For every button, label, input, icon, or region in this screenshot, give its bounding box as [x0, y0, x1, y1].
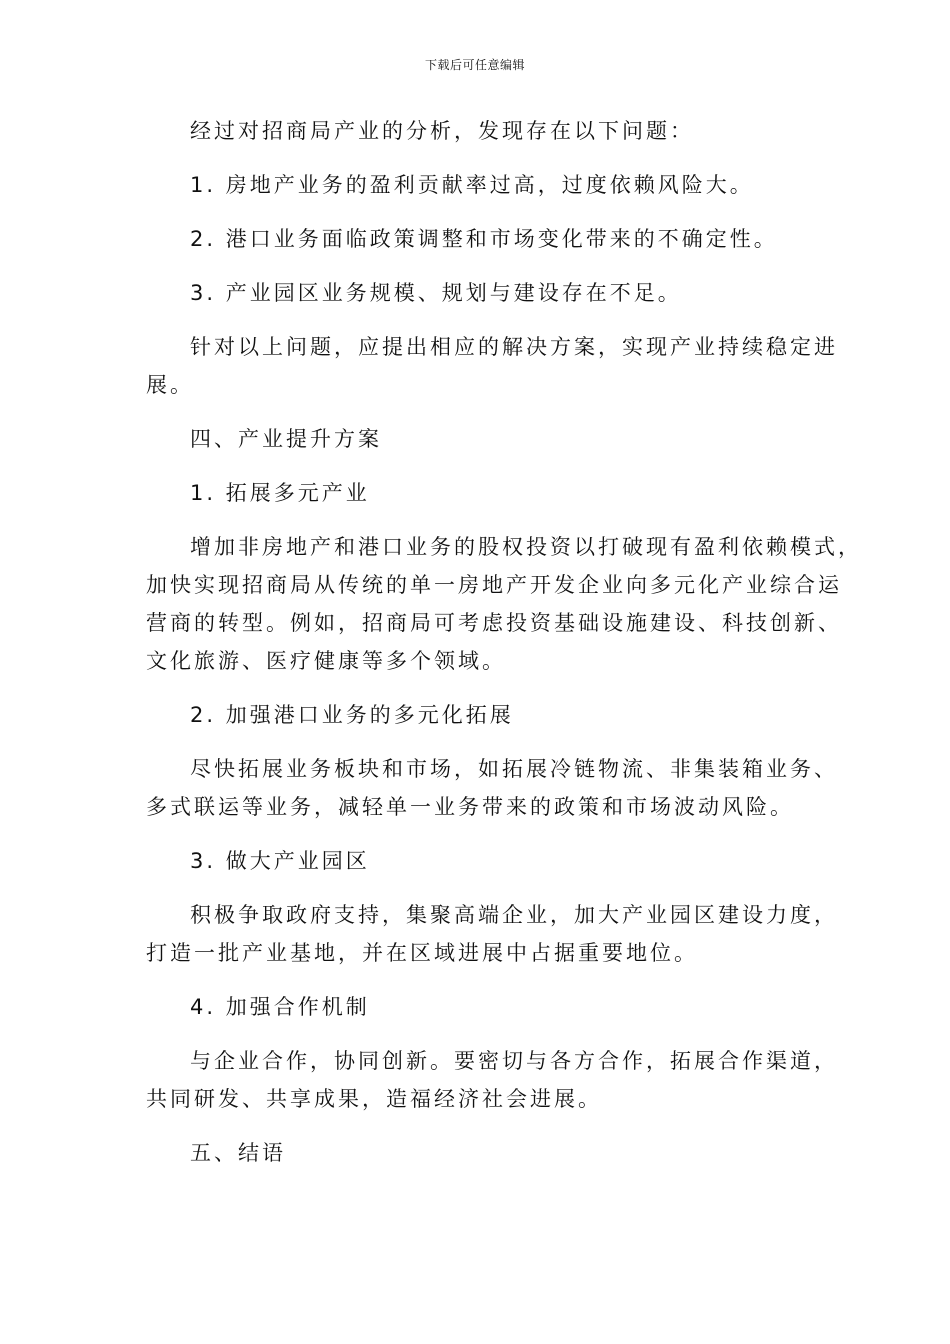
subheading-cooperation — [146, 988, 806, 1026]
industrial-park-paragraph — [146, 896, 838, 972]
text-line: 与企业合作，协同创新。要密切与各方合作，拓展合作渠道， — [190, 1049, 838, 1073]
text-line: 积极争取政府支持，集聚高端企业，加大产业园区建设力度， — [190, 903, 838, 927]
page-header-watermark: 下载后可任意编辑 — [424, 58, 525, 72]
text-line: 多式联运等业务，减轻单一业务带来的政策和市场波动风险。 — [146, 795, 794, 819]
subheading-industrial-park — [146, 842, 806, 880]
text-line: 1. 拓展多元产业 — [190, 481, 370, 505]
text-line: 尽快拓展业务板块和市场，如拓展冷链物流、非集装箱业务、 — [190, 757, 838, 781]
text-line: 1. 房地产业务的盈利贡献率过高，过度依赖风险大。 — [190, 173, 754, 197]
text-line: 五、结语 — [190, 1141, 286, 1165]
text-line: 四、产业提升方案 — [190, 427, 382, 451]
text-line: 4. 加强合作机制 — [190, 995, 370, 1019]
problem-item-3 — [146, 274, 806, 312]
solution-intro-paragraph — [146, 328, 838, 404]
section-heading-5 — [146, 1134, 806, 1172]
problems-intro-paragraph — [146, 112, 806, 150]
text-line: 针对以上问题，应提出相应的解决方案，实现产业持续稳定进 — [190, 335, 838, 359]
text-line: 3. 产业园区业务规模、规划与建设存在不足。 — [190, 281, 682, 305]
text-line: 增加非房地产和港口业务的股权投资以打破现有盈利依赖模式， — [190, 535, 862, 559]
subheading-diversify — [146, 474, 806, 512]
text-line: 共同研发、共享成果，造福经济社会进展。 — [146, 1087, 602, 1111]
subheading-port — [146, 696, 806, 734]
cooperation-paragraph — [146, 1042, 838, 1118]
section-heading-4 — [146, 420, 806, 458]
problem-item-1 — [146, 166, 806, 204]
text-line: 加快实现招商局从传统的单一房地产开发企业向多元化产业综合运 — [146, 573, 842, 597]
text-line: 打造一批产业基地，并在区域进展中占据重要地位。 — [146, 941, 698, 965]
document-body — [146, 112, 862, 1188]
text-line: 经过对招商局产业的分析，发现存在以下问题： — [190, 119, 694, 143]
diversify-paragraph — [146, 528, 862, 680]
port-paragraph — [146, 750, 838, 826]
text-line: 2. 港口业务面临政策调整和市场变化带来的不确定性。 — [190, 227, 778, 251]
problem-item-2 — [146, 220, 806, 258]
text-line: 营商的转型。例如，招商局可考虑投资基础设施建设、科技创新、 — [146, 611, 842, 635]
text-line: 文化旅游、医疗健康等多个领域。 — [146, 649, 506, 673]
text-line: 展。 — [146, 373, 194, 397]
text-line: 3. 做大产业园区 — [190, 849, 370, 873]
text-line: 2. 加强港口业务的多元化拓展 — [190, 703, 514, 727]
